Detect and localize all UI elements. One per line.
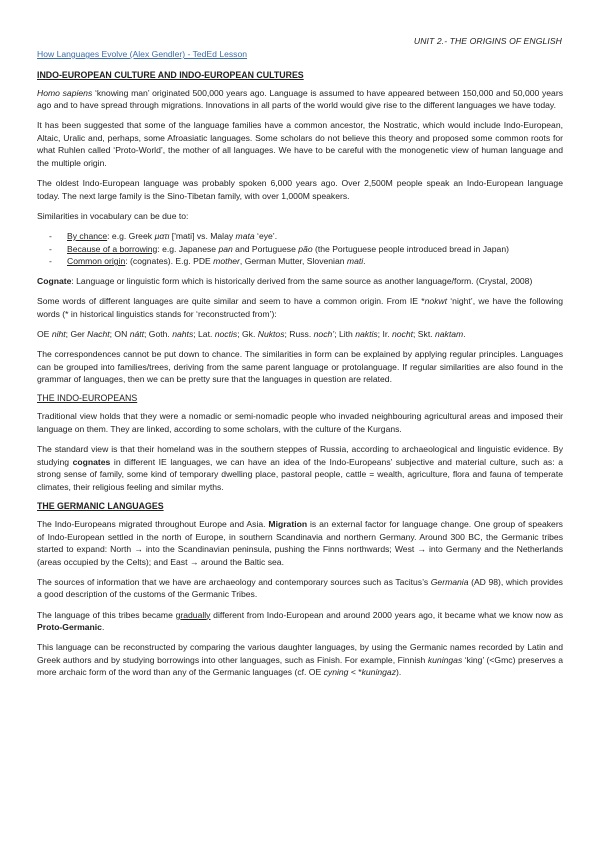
list-item-text: and Portuguese (232, 243, 299, 254)
cognate-word: nocht (392, 329, 414, 339)
list-item-text: , German Mutter, Slovenian (239, 256, 347, 267)
list-item-term: By chance (67, 230, 108, 241)
language-label: OE (37, 329, 52, 339)
example-word: cyning (323, 667, 349, 678)
example-word: pão (298, 243, 313, 254)
cognate-word: noch’ (313, 329, 335, 339)
paragraph-nostratic: It has been suggested that some of the language families have a common ancestor, the Nostratic, which would include Indo-European, Altaic, Uralic and, perhaps, some Afroasiatic languages. Some scholars do not believe this theory and proposed some common roots for what Ruhlen called ‘Proto-World’, the mother of all languages. We have to be careful with the monogenetic view of human language and the multiple origin. (37, 120, 563, 169)
list-item (37, 243, 563, 256)
section-heading-germanic-languages: THE GERMANIC LANGUAGES (37, 500, 164, 511)
language-label: ; Goth. (144, 329, 173, 339)
example-word: mata (235, 230, 255, 241)
paragraph-traditional-view: Traditional view holds that they were a nomadic or semi-nomadic people who invaded neighbouring agricultural areas and imposed their language on them. They are linked, according to some scholars, with the culture of the Kurgans. (37, 411, 563, 434)
paragraph-text: The language of this tribes became (37, 609, 176, 620)
paragraph-text: Some words of different languages are quite similar and seem to have a common origin. From IE * (37, 296, 425, 307)
paragraph-text: ‘night’, we have the following words (* in historical linguistics stands for ‘reconstructed from’): (37, 296, 563, 319)
language-label: . (463, 329, 466, 339)
migration-term: Migration (268, 518, 308, 529)
paragraph-text: (AD 98), which provides a good description of the customs of the Germanic Tribes. (37, 576, 563, 600)
list-item-term: Common origin (67, 256, 126, 267)
language-label: ; Lat. (193, 329, 215, 339)
list-item-text: ['mati] vs. Malay (169, 230, 236, 241)
paragraph-text: < * (348, 667, 362, 678)
cognate-term: Cognate (37, 276, 72, 287)
paragraph-text: The standard view is that their homeland was in the southern steppes of Russia, according to archaeological and linguistic evidence. By studying (37, 444, 563, 467)
example-word: pan (218, 243, 233, 254)
cognate-word: nahts (172, 329, 194, 339)
language-label: ; Gk. (237, 329, 258, 339)
paragraph-standard-view (37, 443, 563, 493)
paragraph-text: in different IE languages, we can have an idea of the Indo-Europeans’ subjective and material culture, such as: a strong sense of family, some kind of temporary dwelling place, pastoral people, cattle = wealth, agriculture, flora and fauna of temperate climates, their religious feeling and similar myths. (37, 456, 563, 492)
paragraph-correspondences: The correspondences cannot be put down to chance. The similarities in form can be explained by applying regular principles. Languages can be grouped into families/trees, deriving from the same parent language or protolanguage. If regular similarities are also found in the grammar of languages, then we can be pretty sure that the languages in question are related. (37, 349, 563, 385)
example-word: nokwt (424, 296, 448, 307)
cognate-word: nátt (129, 329, 145, 339)
list-item-text: ‘eye’. (254, 230, 278, 241)
language-label: ; Skt. (413, 329, 435, 339)
paragraph-text: ‘knowing man’ originated 500,000 years ago. Language is assumed to have appeared between 150,000 and 50,000 years ago and to have spread through migrations. Innovations in all parts of the world would give rise to the different languages we have today. (37, 87, 563, 111)
paragraph-text: ‘king’ (<Gmc) preserves a more archaic form of the word than any of the Germanic languages (cf. OE (37, 654, 563, 678)
proto-germanic-term: Proto-Germanic (37, 622, 102, 633)
gradually-term: gradually (175, 609, 211, 620)
cognate-word-list (37, 328, 563, 341)
homo-sapiens-term: Homo sapiens (37, 87, 93, 98)
paragraph-oldest-ie: The oldest Indo-European language was probably spoken 6,000 years ago. Over 2,500M people speak an Indo-European language today. The next large family is the Sino-Tibetan family, with over 1,000M speakers. (37, 178, 563, 201)
list-item-text: : e.g. Japanese (157, 243, 219, 254)
language-label: ; ON (109, 329, 130, 339)
example-word: mother (213, 256, 240, 267)
list-item (37, 255, 563, 268)
paragraph-text: The Indo-Europeans migrated throughout Europe and Asia. (37, 518, 269, 529)
video-link[interactable]: How Languages Evolve (Alex Gendler) - TedEd Lesson (37, 49, 248, 59)
book-title: Germania (430, 576, 469, 587)
paragraph-homo-sapiens (37, 87, 563, 112)
paragraph-proto-germanic (37, 609, 563, 634)
section-heading-ie-culture: INDO-EUROPEAN CULTURE AND INDO-EUROPEAN CULTURES (37, 69, 304, 80)
cognate-word: niht (51, 329, 66, 339)
cognate-word: naktis (355, 329, 378, 339)
example-word: mati (346, 256, 364, 267)
paragraph-text: is an external factor for language change. One group of speakers of Indo-European settled in the north of Europe, in southern Scandinavia and northern Germany. Around 300 BC, the Germanic tribes started to expand: North → into the Scandinavian peninsula, pushing the Finns northwards; West → into Germany and the Netherlands (areas occupied by the Celts); and East → around the Baltic sea. (37, 518, 563, 567)
paragraph-text: . (101, 622, 105, 633)
cognates-term: cognates (72, 456, 111, 467)
cognate-word: noctis (214, 329, 238, 339)
language-label: ; Ir. (377, 329, 392, 339)
paragraph-cognate-definition (37, 275, 563, 288)
paragraph-text: The sources of information that we have are archaeology and contemporary sources such as Tacitus’s (37, 576, 431, 587)
paragraph-text: ). (396, 667, 402, 678)
list-item-text: : e.g. Greek (107, 230, 155, 241)
paragraph-text: different from Indo-European and around 2000 years ago, it became what we know now as (210, 609, 563, 620)
example-word: kuningas (427, 654, 463, 665)
language-label: ; Ger (65, 329, 88, 339)
paragraph-text: This language can be reconstructed by comparing the various daughter languages, by using the Germanic names recorded by Latin and Greek authors and by studying borrowings into other languages, such as Finish. For example, Finnish (37, 642, 563, 665)
list-item-text: . (363, 256, 366, 267)
list-item (37, 230, 563, 243)
list-item-text: (the Portuguese people introduced bread in Japan) (312, 243, 509, 254)
paragraph-reconstruction (37, 641, 563, 679)
paragraph-migration (37, 518, 563, 568)
example-word: kuningaz (361, 667, 396, 678)
paragraph-night-words (37, 295, 563, 320)
paragraph-similarities: Similarities in vocabulary can be due to: (37, 210, 189, 221)
cognate-word: naktam (435, 329, 464, 339)
paragraph-sources (37, 576, 563, 601)
cognate-word: Nuktos (257, 329, 285, 339)
list-item-text: : (cognates). E.g. PDE (125, 256, 214, 267)
document-body (37, 48, 563, 686)
list-item-term: Because of a borrowing (67, 243, 158, 254)
cognate-word: Nacht (87, 329, 110, 339)
unit-title: UNIT 2.- THE ORIGINS OF ENGLISH (413, 36, 562, 46)
section-heading-indo-europeans: THE INDO-EUROPEANS (37, 393, 138, 404)
similarities-list (37, 230, 563, 268)
language-label: ; Russ. (284, 329, 314, 339)
example-word: µατι (154, 230, 170, 241)
language-label: ; Lith (334, 329, 356, 339)
cognate-definition: : Language or linguistic form which is historically derived from the same source as another language/form. (Crystal, 2008) (71, 276, 533, 287)
